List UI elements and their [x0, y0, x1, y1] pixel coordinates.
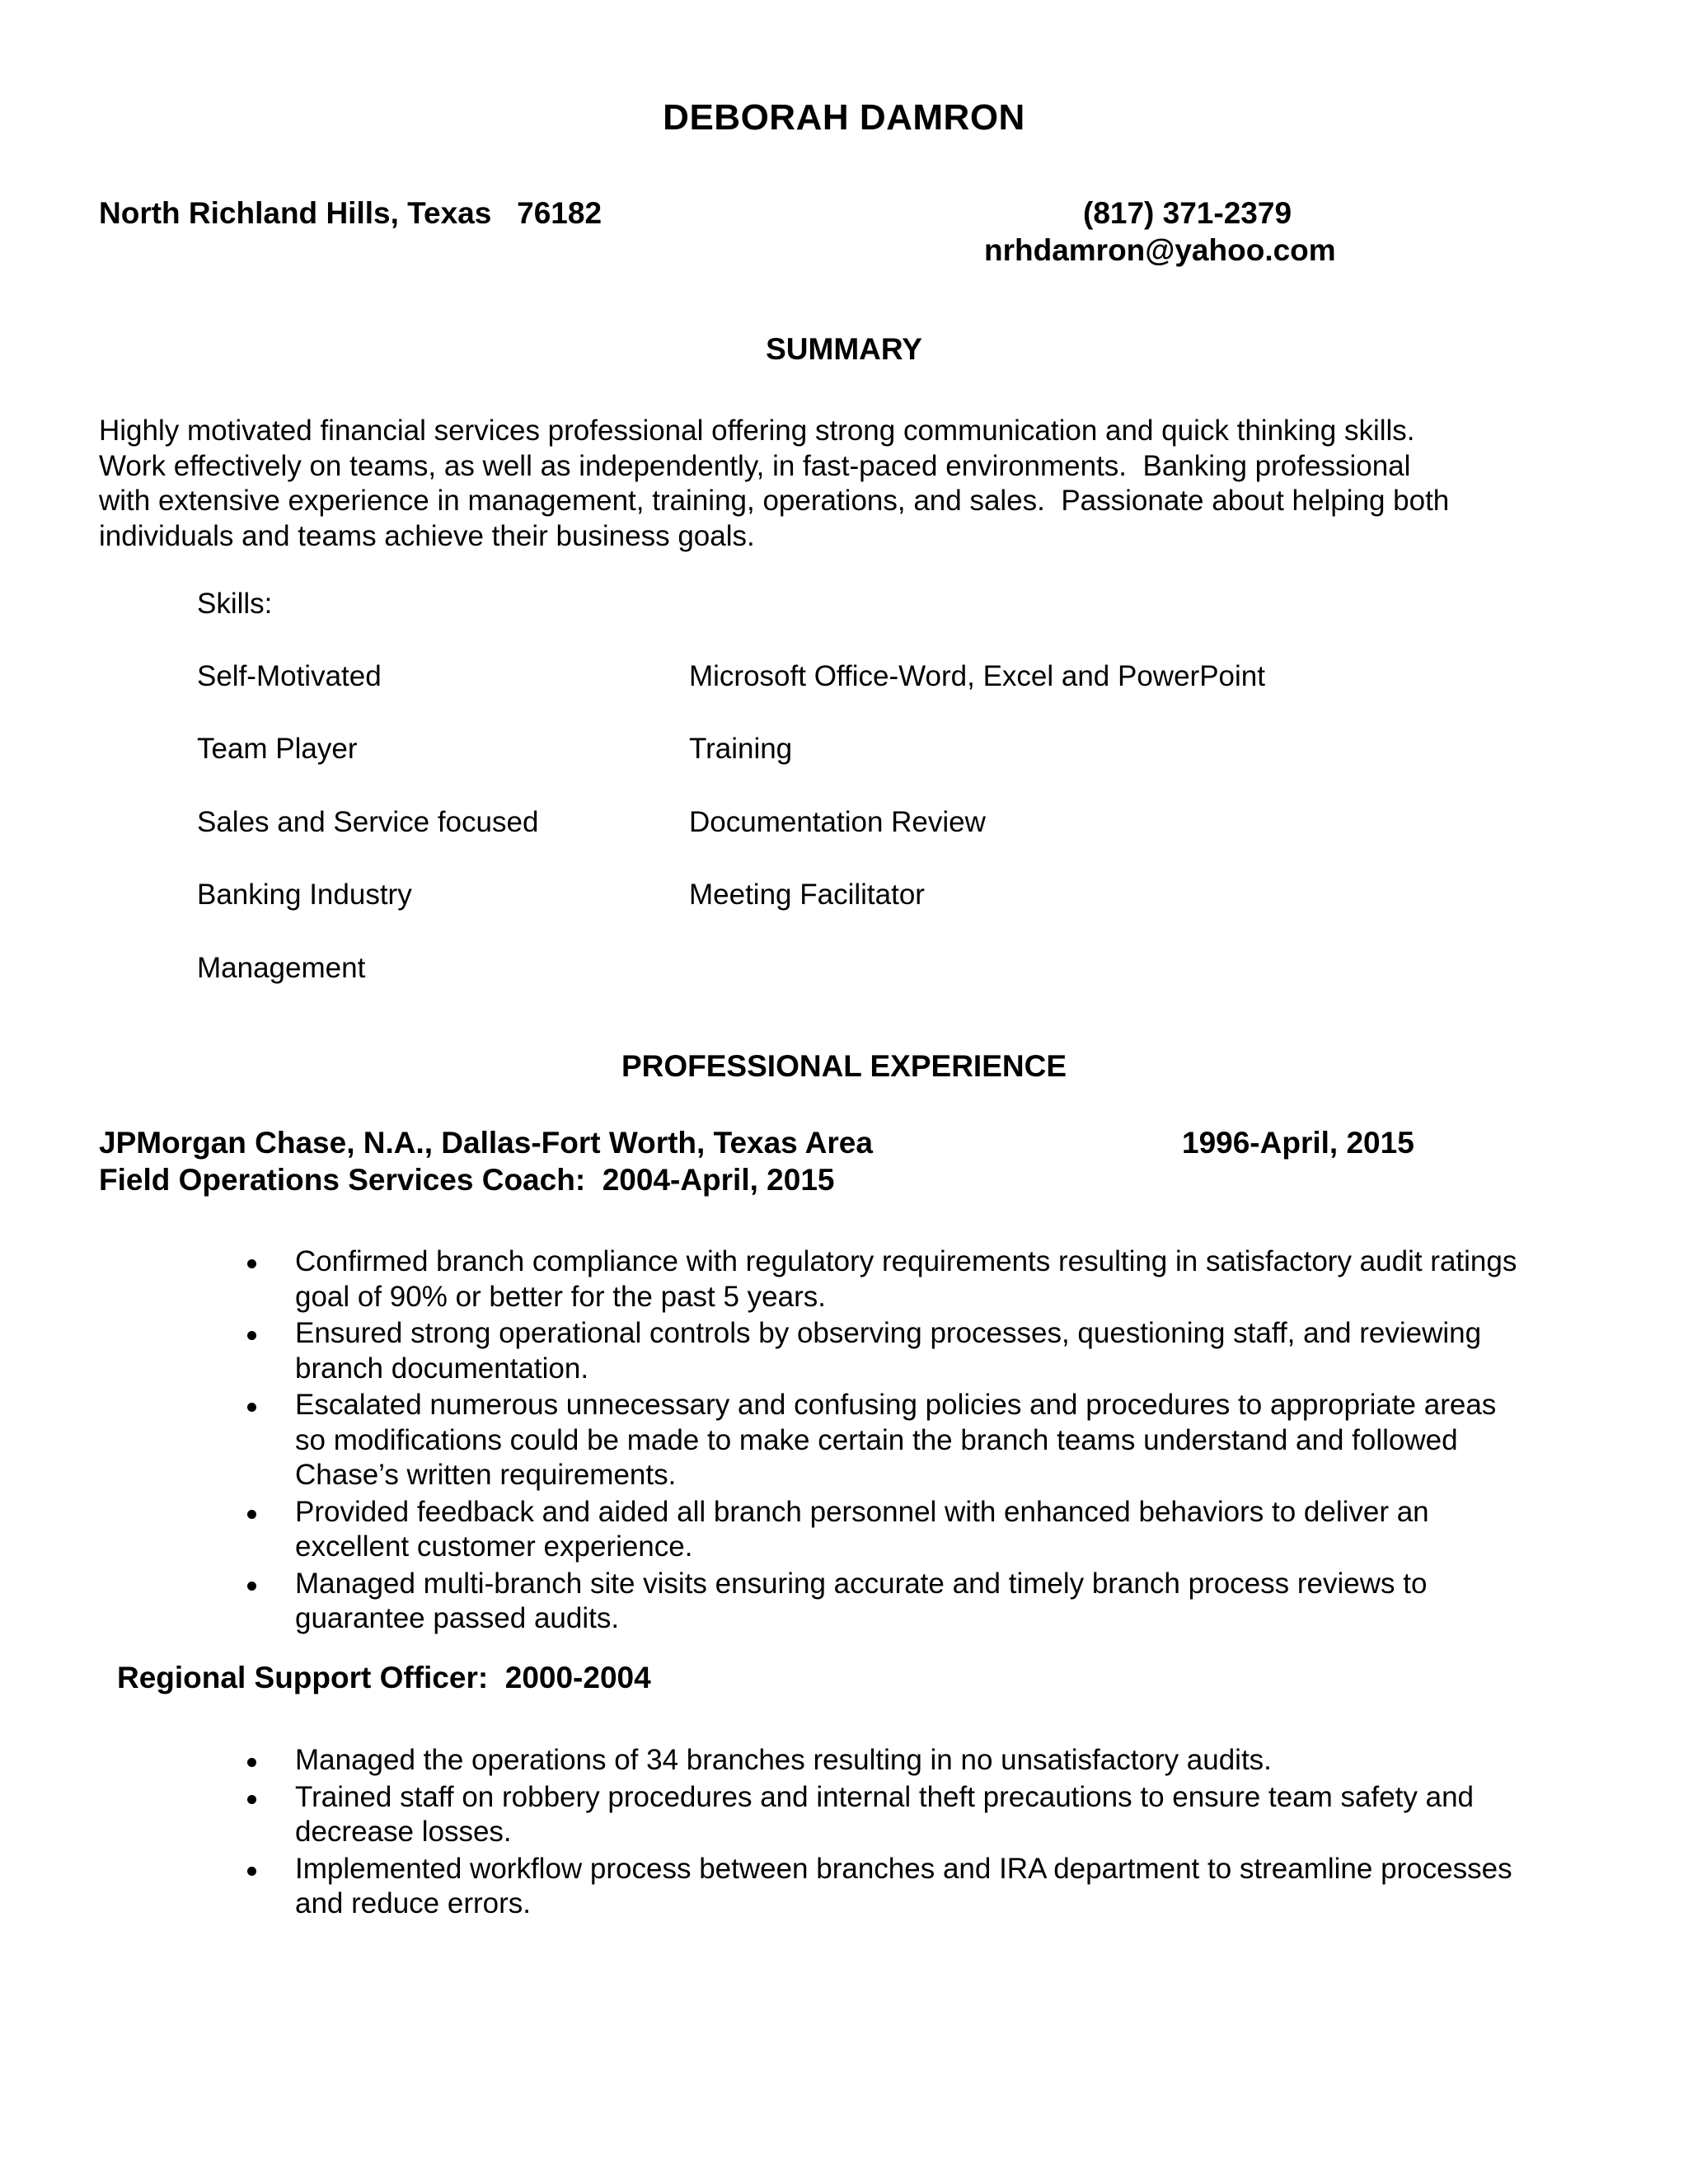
list-item: [0, 1780, 1688, 1850]
bullet-icon: [247, 1331, 256, 1340]
role-title: Field Operations Services Coach: 2004-April, 2015: [99, 1163, 835, 1197]
employer: JPMorgan Chase, N.A., Dallas-Fort Worth, Texas Area: [99, 1126, 873, 1160]
bullet-line: guarantee passed audits.: [295, 1602, 620, 1634]
list-item: [0, 1495, 1688, 1565]
bullet-icon: [247, 1510, 256, 1519]
experience-heading: PROFESSIONAL EXPERIENCE: [621, 1049, 1067, 1083]
bullet-icon: [247, 1582, 256, 1591]
bullet-line: decrease losses.: [295, 1816, 512, 1848]
skill-item: Sales and Service focused: [197, 806, 539, 838]
summary-line: Work effectively on teams, as well as independently, in fast-paced environments. Banking professional: [99, 449, 1411, 482]
skills-label: Skills:: [197, 588, 273, 620]
bullet-line: excellent customer experience.: [295, 1530, 693, 1563]
skill-item: Management: [197, 952, 366, 984]
skill-item: Banking Industry: [197, 879, 412, 911]
summary-line: with extensive experience in management, training, operations, and sales. Passionate about helping both: [99, 485, 1450, 517]
list-item: [0, 1852, 1688, 1922]
bullet-line: Escalated numerous unnecessary and confusing policies and procedures to appropriate areas: [295, 1389, 1497, 1421]
bullet-line: Managed multi-branch site visits ensuring accurate and timely branch process reviews to: [295, 1567, 1428, 1600]
skill-item: Documentation Review: [689, 806, 986, 838]
bullet-line: Implemented workflow process between branches and IRA department to streamline processes: [295, 1852, 1512, 1885]
bullet-icon: [247, 1259, 256, 1268]
skill-item: Team Player: [197, 733, 358, 765]
bullet-line: so modifications could be made to make certain the branch teams understand and followed: [295, 1423, 1458, 1456]
candidate-name: DEBORAH DAMRON: [663, 97, 1025, 138]
employer-dates: 1996-April, 2015: [1182, 1126, 1414, 1160]
list-item: [0, 1244, 1688, 1315]
bullet-line: Ensured strong operational controls by observing processes, questioning staff, and reviewing: [295, 1317, 1482, 1349]
location: North Richland Hills, Texas 76182: [99, 196, 603, 230]
role-bullets: [0, 1743, 1688, 1922]
list-item: [0, 1567, 1688, 1637]
bullet-icon: [247, 1795, 256, 1804]
list-item: [0, 1316, 1688, 1386]
bullet-line: goal of 90% or better for the past 5 years.: [295, 1280, 826, 1313]
skill-item: Microsoft Office-Word, Excel and PowerPoint: [689, 660, 1265, 692]
bullet-icon: [247, 1758, 256, 1767]
summary-heading: SUMMARY: [766, 332, 922, 366]
list-item: [0, 1743, 1688, 1779]
bullet-line: branch documentation.: [295, 1352, 589, 1385]
role-title: Regional Support Officer: 2000-2004: [117, 1661, 651, 1694]
bullet-line: Chase’s written requirements.: [295, 1459, 677, 1491]
bullet-icon: [247, 1867, 256, 1876]
email: nrhdamron@yahoo.com: [984, 233, 1336, 267]
bullet-line: Managed the operations of 34 branches resulting in no unsatisfactory audits.: [295, 1744, 1272, 1776]
bullet-icon: [247, 1403, 256, 1412]
bullet-line: and reduce errors.: [295, 1887, 531, 1919]
summary-line: Highly motivated financial services professional offering strong communication and quick thinking skills.: [99, 415, 1415, 447]
summary-paragraph: [99, 414, 1550, 554]
role-bullets: [0, 1244, 1688, 1637]
skill-item: Self-Motivated: [197, 660, 382, 692]
skill-item: Meeting Facilitator: [689, 879, 925, 911]
summary-line: individuals and teams achieve their business goals.: [99, 519, 755, 552]
bullet-line: Trained staff on robbery procedures and internal theft precautions to ensure team safety and: [295, 1780, 1475, 1813]
list-item: [0, 1388, 1688, 1493]
phone: (817) 371-2379: [1083, 196, 1292, 230]
skill-item: Training: [689, 733, 793, 765]
bullet-line: Confirmed branch compliance with regulatory requirements resulting in satisfactory audit ratings: [295, 1245, 1517, 1277]
bullet-line: Provided feedback and aided all branch personnel with enhanced behaviors to deliver an: [295, 1495, 1429, 1528]
